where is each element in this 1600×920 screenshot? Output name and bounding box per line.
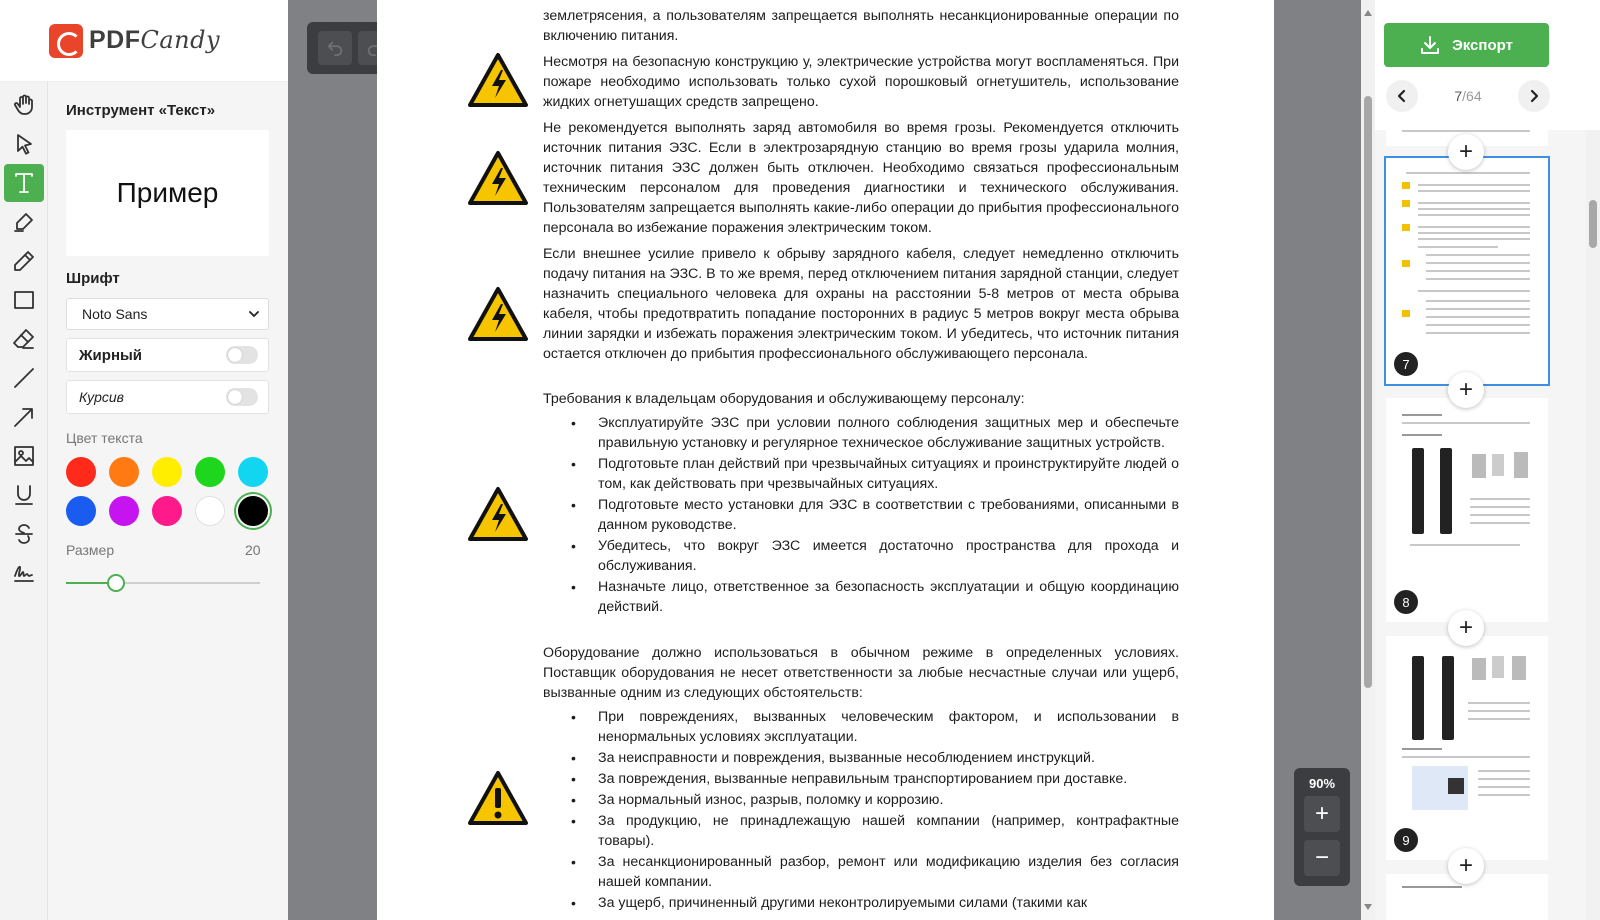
list-item: • Эксплуатируйте ЭЗС при условии полного соблюдения защитных мер и обеспечьте правильную установку и регулярное техническое обслуживание защитных устройств. <box>543 413 1179 453</box>
color-swatch[interactable] <box>238 496 268 526</box>
color-swatch[interactable] <box>152 496 182 526</box>
color-swatch[interactable] <box>238 457 268 487</box>
thumbnail-number: 9 <box>1394 828 1418 852</box>
select-tool[interactable] <box>4 125 44 163</box>
owners-requirements-list <box>543 413 1179 618</box>
hand-icon <box>12 93 36 117</box>
pencil-tool[interactable] <box>4 242 44 280</box>
export-label: Экспорт <box>1452 36 1513 54</box>
list-item: • Подготовьте место установки для ЭЗС в соответствии с требованиями, описанными в данном руководстве. <box>543 495 1179 535</box>
undo-button[interactable] <box>318 31 352 65</box>
document-scrollbar[interactable] <box>1361 0 1375 920</box>
export-button[interactable] <box>1384 23 1549 67</box>
color-swatch[interactable] <box>152 457 182 487</box>
highlight-tool[interactable] <box>4 203 44 241</box>
strikethrough-tool[interactable] <box>4 515 44 553</box>
zoom-level: 90% <box>1308 776 1336 791</box>
download-icon <box>1420 35 1440 55</box>
high-voltage-warning-icon <box>467 150 529 206</box>
text-tool-panel <box>48 82 288 920</box>
strikethrough-icon <box>12 522 36 546</box>
paragraph: Оборудование должно использоваться в обычном режиме в определенных условиях. Поставщик оборудования не несет ответственности за любые несчастные случаи или ущерб, вызванные одним из следующих обстоятельств: <box>543 645 1179 701</box>
list-item: • За нормальный износ, разрыв, поломку и коррозию. <box>543 790 1179 810</box>
line-icon <box>12 366 36 390</box>
add-page-button[interactable]: + <box>1448 372 1484 408</box>
list-item: • За продукцию, не принадлежащую нашей компании (например, контрафактные товары). <box>543 811 1179 851</box>
total-pages: /64 <box>1462 88 1482 104</box>
arrow-tool[interactable] <box>4 398 44 436</box>
font-select[interactable] <box>66 298 269 330</box>
size-label: Размер <box>66 542 115 558</box>
italic-label: Курсив <box>79 389 124 405</box>
color-swatch[interactable] <box>109 457 139 487</box>
add-page-button[interactable]: + <box>1448 610 1484 646</box>
high-voltage-warning-icon <box>467 52 529 108</box>
color-swatch[interactable] <box>109 496 139 526</box>
logo-text: PDFCandy <box>89 26 221 54</box>
paragraph: Несмотря на безопасную конструкцию у, электрические устройства могут воспламеняться. При пожаре необходимо использовать только сухой порошковый огнетушитель, использование жидких огнетушащих средств запрещено. <box>543 54 1179 110</box>
thumbnail-page-7[interactable] <box>1386 158 1548 384</box>
thumbnail-number: 7 <box>1394 352 1418 376</box>
high-voltage-warning-icon <box>467 286 529 342</box>
list-item: • Убедитесь, что вокруг ЭЗС имеется достаточно пространства для прохода и обслуживания. <box>543 536 1179 576</box>
signature-icon <box>12 561 36 585</box>
bold-label: Жирный <box>79 346 143 364</box>
image-icon <box>12 444 36 468</box>
general-warning-icon <box>467 770 529 826</box>
chevron-down-icon <box>248 308 260 320</box>
italic-toggle-row[interactable] <box>66 380 269 414</box>
color-swatch[interactable] <box>195 457 225 487</box>
current-page: 7 <box>1454 88 1463 104</box>
chevron-right-icon <box>1527 89 1541 103</box>
list-item: • При повреждениях, вызванных человеческим фактором, и использовании в ненормальных условиях эксплуатации. <box>543 707 1179 747</box>
zoom-in-button[interactable]: + <box>1304 796 1340 832</box>
underline-icon <box>12 483 36 507</box>
color-swatch[interactable] <box>195 496 225 526</box>
tool-rail <box>0 0 48 920</box>
cursor-icon <box>12 132 36 156</box>
text-tool[interactable] <box>4 164 44 202</box>
pencil-icon <box>12 249 36 273</box>
marker-icon <box>12 210 36 234</box>
list-item: • За ущерб, причиненный другими неконтролируемыми силами (такими как <box>543 893 1179 913</box>
eraser-tool[interactable] <box>4 320 44 358</box>
slider-thumb[interactable] <box>107 574 125 592</box>
page-sidebar <box>1375 0 1600 920</box>
candy-logo-icon <box>49 24 83 58</box>
prev-page-button[interactable] <box>1386 80 1418 112</box>
next-page-button[interactable] <box>1518 80 1550 112</box>
scroll-down-arrow[interactable] <box>1364 904 1372 910</box>
scrollbar-thumb[interactable] <box>1364 96 1372 688</box>
color-swatch[interactable] <box>66 496 96 526</box>
underline-tool[interactable] <box>4 476 44 514</box>
thumbnail-number: 8 <box>1394 590 1418 614</box>
list-item: • За неисправности и повреждения, вызванные несоблюдением инструкций. <box>543 748 1179 768</box>
text-color-label: Цвет текста <box>66 430 143 446</box>
pdf-page[interactable] <box>377 0 1274 920</box>
line-tool[interactable] <box>4 359 44 397</box>
add-page-button[interactable]: + <box>1448 848 1484 884</box>
italic-switch[interactable] <box>226 388 258 406</box>
zoom-out-button[interactable]: − <box>1304 840 1340 876</box>
font-select-value: Noto Sans <box>82 306 148 322</box>
text-icon <box>12 171 36 195</box>
list-item: • За повреждения, вызванные неправильным транспортированием при доставке. <box>543 769 1179 789</box>
hand-tool[interactable] <box>4 86 44 124</box>
bold-switch[interactable] <box>226 346 258 364</box>
paragraph: Если внешнее усилие привело к обрыву зарядного кабеля, следует немедленно отключить подачу питания на ЭЗС. В то же время, перед отключением питания зарядной станции, следует назначить специального человека для охраны на расстоянии 5-8 метров от места обрыва кабеля, чтобы предотвратить попадание посторонних в радиус 5 метров вокруг места обрыва линии зарядки и избежать поражения электрическим током. И убедитесь, что источник питания остается отключен до прибытия профессионального обслуживающего персонала. <box>543 246 1179 362</box>
thumbnail-list[interactable] <box>1375 130 1586 920</box>
undo-icon <box>326 39 344 57</box>
scroll-up-arrow[interactable] <box>1364 10 1372 16</box>
size-value: 20 <box>245 542 261 558</box>
arrow-icon <box>12 405 36 429</box>
size-slider[interactable] <box>66 573 260 593</box>
rectangle-tool[interactable] <box>4 281 44 319</box>
list-item: • Подготовьте план действий при чрезвычайных ситуациях и проинструктируйте людей о том, как действовать при чрезвычайных ситуациях. <box>543 454 1179 494</box>
image-tool[interactable] <box>4 437 44 475</box>
paragraph: землетрясения, а пользователям запрещается выполнять несанкционированные операции по включению питания. <box>543 8 1179 44</box>
zoom-controls <box>1294 768 1350 886</box>
panel-title: Инструмент «Текст» <box>66 102 216 119</box>
color-swatch[interactable] <box>66 457 96 487</box>
add-page-button[interactable]: + <box>1448 134 1484 170</box>
paragraph: Не рекомендуется выполнять заряд автомобиля во время грозы. Рекомендуется отключить источник питания ЭЗС. Если в электрозарядную станцию во время грозы ударила молния, источник питания ЭЗС должен быть отключен. Необходимо связаться профессиональным техническим персоналом для проведения диагностики и технического обслуживания. Пользователям запрещается выполнять какие-либо операции до прибытия профессионального персонала во избежание поражения электрическим током. <box>543 120 1179 236</box>
app-logo[interactable] <box>0 0 288 82</box>
scrollbar-thumb[interactable] <box>1589 200 1597 248</box>
list-item: • Назначьте лицо, ответственное за безопасность эксплуатации и общую координацию действий. <box>543 577 1179 617</box>
thumbnail-page-9[interactable] <box>1386 636 1548 860</box>
paragraph: Требования к владельцам оборудования и обслуживающему персоналу: <box>543 391 1025 407</box>
thumbnail-scrollbar[interactable] <box>1586 130 1600 920</box>
thumbnail-page-8[interactable] <box>1386 398 1548 622</box>
eraser-icon <box>12 327 36 351</box>
bold-toggle-row[interactable] <box>66 338 269 372</box>
font-label: Шрифт <box>66 270 120 287</box>
text-preview: Пример <box>66 130 269 256</box>
liability-exclusions-list <box>543 707 1179 914</box>
document-viewport[interactable] <box>288 0 1361 920</box>
list-item: • За несанкционированный разбор, ремонт или модификацию изделия без согласия нашей компании. <box>543 852 1179 892</box>
page-counter <box>1433 88 1503 104</box>
chevron-left-icon <box>1395 89 1409 103</box>
high-voltage-warning-icon <box>467 486 529 542</box>
signature-tool[interactable] <box>4 554 44 592</box>
rectangle-icon <box>12 288 36 312</box>
